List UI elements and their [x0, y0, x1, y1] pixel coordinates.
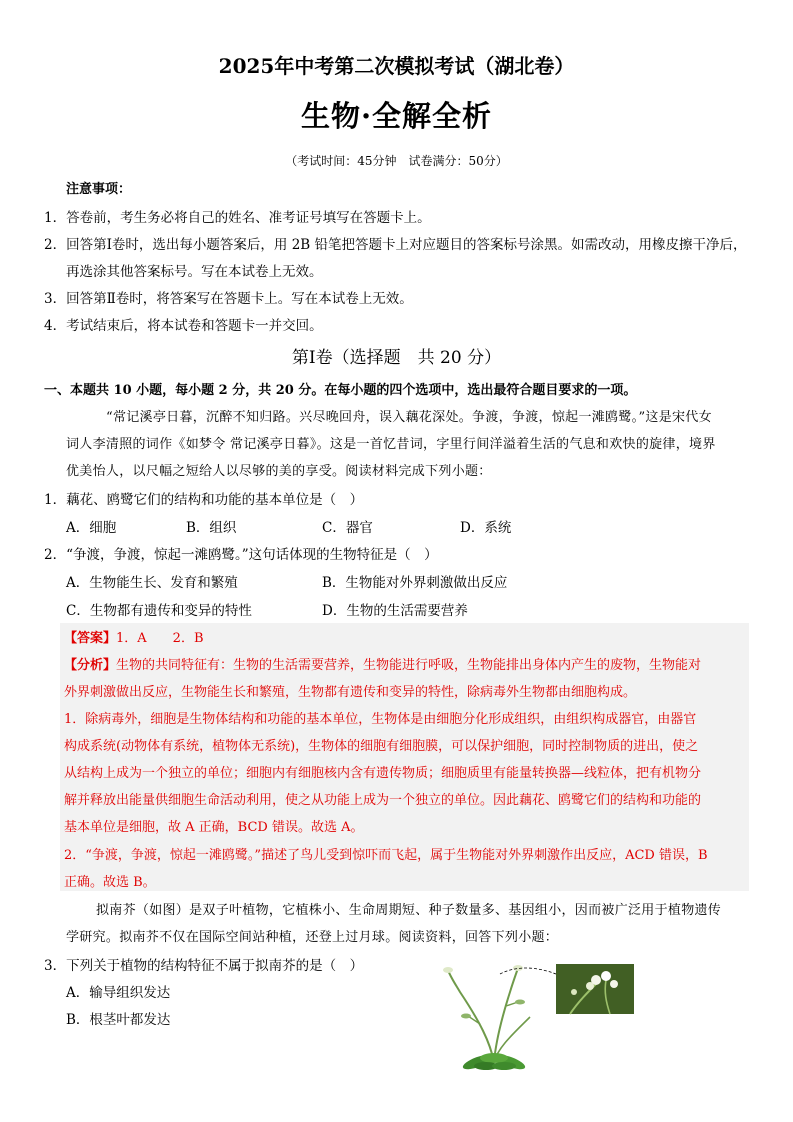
q1-option-b: B．组织	[186, 520, 237, 536]
q3-stem: 3．下列关于植物的结构特征不属于拟南芥的是（ ）	[44, 958, 364, 974]
passage2-line1: 拟南芥（如图）是双子叶植物，它植株小、生命周期短、种子数量多、基因组小，因而被广泛用于植物遗传	[96, 903, 722, 918]
plant-illustration	[443, 965, 530, 1070]
q3-option-a: A．输导组织发达	[66, 985, 171, 1001]
note-2b: 再选涂其他答案标号。写在本试卷上无效。	[66, 264, 323, 280]
analysis-b4: 解并释放出能量供细胞生命活动利用，使之从功能上成为一个独立的单位。因此藕花、鸥鹭它们的结构和功能的	[64, 793, 702, 808]
exam-subtitle: 生物·全解全析	[300, 99, 493, 133]
note-4: 4．考试结束后，将本试卷和答题卡一并交回。	[44, 318, 323, 334]
q2-option-c: C．生物都有遗传和变异的特性	[66, 603, 252, 619]
note-1: 1．答卷前，考生务必将自己的姓名、准考证号填写在答题卡上。	[44, 210, 431, 226]
q1-option-c: C．器官	[322, 520, 373, 536]
arabidopsis-figure	[420, 962, 640, 1070]
passage1-line1: “常记溪亭日暮，沉醉不知归路。兴尽晚回舟，误入藕花深处。争渡，争渡，惊起一滩鸥鹭。”这是宋代女	[106, 410, 712, 425]
notes-heading: 注意事项：	[66, 182, 132, 197]
exam-meta: （考试时间：45分钟 试卷满分：50分）	[285, 154, 508, 168]
q2-stem: 2．“争渡，争渡，惊起一滩鸥鹭。”这句话体现的生物特征是（ ）	[44, 547, 438, 563]
note-3: 3．回答第Ⅱ卷时，将答案写在答题卡上。写在本试卷上无效。	[44, 291, 413, 307]
passage1-line3: 优美怡人，以尺幅之短给人以尽够的美的享受。阅读材料完成下列小题：	[66, 464, 492, 479]
analysis-line1	[64, 654, 701, 673]
analysis-text-1: 生物的共同特征有：生物的生活需要营养，生物能进行呼吸，生物能排出身体内产生的废物，生物能对	[116, 658, 702, 673]
analysis-b3: 从结构上成为一个独立的单位；细胞内有细胞核内含有遗传物质；细胞质里有能量转换器—线粒体，把有机物分	[64, 766, 702, 781]
exam-title: 2025年中考第二次模拟考试（湖北卷）	[218, 54, 575, 78]
answer-line	[64, 627, 204, 646]
answer-label: 【答案】	[64, 631, 117, 646]
analysis-label: 【分析】	[64, 658, 117, 673]
q3-option-b: B．根茎叶都发达	[66, 1012, 171, 1028]
q1-stem: 1．藕花、鸥鹭它们的结构和功能的基本单位是（ ）	[44, 492, 364, 508]
passage1-line2: 词人李清照的词作《如梦令 常记溪亭日暮》。这是一首忆昔词，字里行间洋溢着生活的气息和欢快的旋律，境界	[66, 437, 716, 452]
flower-closeup-photo	[556, 964, 634, 1014]
zoom-callout-line	[500, 968, 556, 974]
answer-text: 1．A 2．B	[116, 631, 204, 646]
passage2-line2: 学研究。拟南芥不仅在国际空间站种植，还登上过月球。阅读资料，回答下列小题：	[66, 930, 559, 945]
analysis-c2: 正确。故选 B。	[64, 875, 156, 890]
analysis-b5: 基本单位是细胞，故 A 正确，BCD 错误。故选 A。	[64, 820, 364, 835]
analysis-b2: 构成系统(动物体有系统，植物体无系统)，生物体的细胞有细胞膜，可以保护细胞，同时控制物质的进出，使之	[64, 739, 699, 754]
q1-option-d: D．系统	[460, 520, 512, 536]
analysis-c1: 2．“争渡，争渡，惊起一滩鸥鹭。”描述了鸟儿受到惊吓而飞起，属于生物能对外界刺激作出反应，ACD 错误，B	[64, 848, 708, 863]
q2-option-a: A．生物能生长、发育和繁殖	[66, 575, 238, 591]
q2-option-d: D．生物的生活需要营养	[322, 603, 468, 619]
note-2a: 2．回答第Ⅰ卷时，选出每小题答案后，用 2B 铅笔把答题卡上对应题目的答案标号涂黑。如需改动，用橡皮擦干净后，	[44, 237, 747, 253]
analysis-text-2: 外界刺激做出反应，生物能生长和繁殖，生物都有遗传和变异的特性，除病毒外生物都由细胞构成。	[64, 685, 637, 700]
analysis-b1: 1．除病毒外，细胞是生物体结构和功能的基本单位，生物体是由细胞分化形成组织，由组织构成器官，由器官	[64, 712, 697, 727]
section-title: 第Ⅰ卷（选择题 共 20 分）	[291, 348, 502, 368]
q2-option-b: B．生物能对外界刺激做出反应	[322, 575, 508, 591]
q1-option-a: A．细胞	[66, 520, 117, 536]
section-instruction: 一、本题共 10 小题，每小题 2 分，共 20 分。在每小题的四个选项中，选出最符合题目要求的一项。	[44, 383, 637, 398]
